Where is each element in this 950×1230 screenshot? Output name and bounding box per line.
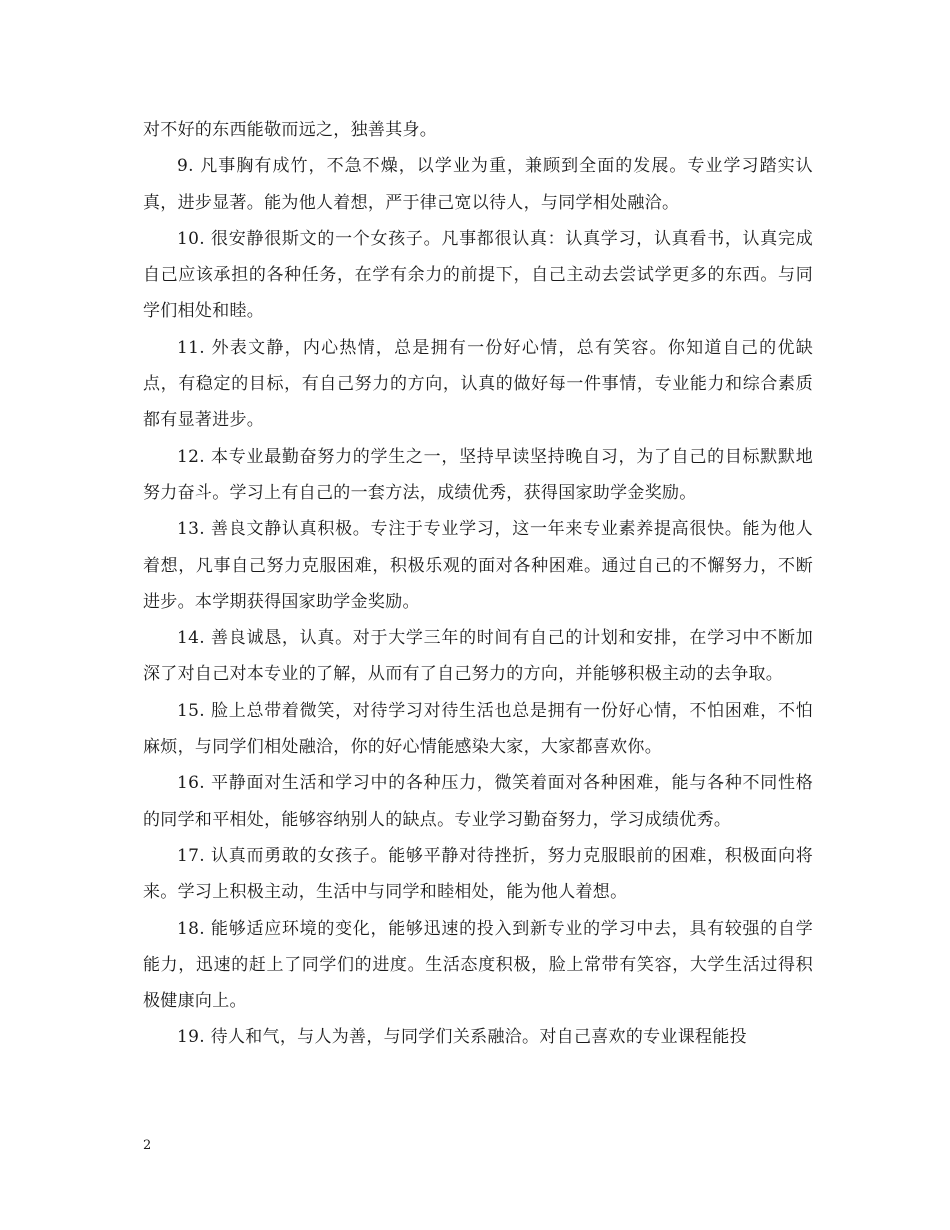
paragraph-item-16: 16. 平静面对生活和学习中的各种压力，微笑着面对各种困难，能与各种不同性格的同学和平相处，能够容纳别人的缺点。专业学习勤奋努力，学习成绩优秀。: [143, 773, 813, 830]
paragraph-item-18: 18. 能够适应环境的变化，能够迅速的投入到新专业的学习中去，具有较强的自学能力，迅速的赶上了同学们的进度。生活态度积极，脸上常带有笑容，大学生活过得积极健康向上。: [143, 918, 813, 1012]
paragraph-item-17: 17. 认真而勇敢的女孩子。能够平静对待挫折，努力克服眼前的困难，积极面向将来。学习上积极主动，生活中与同学和睦相处，能为他人着想。: [143, 845, 813, 903]
paragraph-item-19: 19. 待人和气，与人为善，与同学们关系融洽。对自己喜欢的专业课程能投: [177, 1027, 747, 1048]
paragraph-item-9: 9. 凡事胸有成竹，不急不燥，以学业为重，兼顾到全面的发展。专业学习踏实认真，进步显著。能为他人着想，严于律己宽以待人，与同学相处融洽。: [143, 156, 813, 213]
page-number: 2: [143, 1138, 152, 1153]
paragraph-continuation: 对不好的东西能敬而远之，独善其身。: [143, 120, 438, 140]
paragraph-item-15: 15. 脸上总带着微笑，对待学习对待生活也总是拥有一份好心情，不怕困难，不怕麻烦，与同学们相处融洽，你的好心情能感染大家，大家都喜欢你。: [143, 700, 813, 758]
paragraph-item-14: 14. 善良诚恳，认真。对于大学三年的时间有自己的计划和安排，在学习中不断加深了对自己对本专业的了解，从而有了自己努力的方向，并能够积极主动的去争取。: [143, 628, 813, 685]
paragraph-item-10: 10. 很安静很斯文的一个女孩子。凡事都很认真：认真学习，认真看书，认真完成自己应该承担的各种任务，在学有余力的前提下，自己主动去尝试学更多的东西。与同学们相处和睦。: [143, 228, 813, 322]
paragraph-item-12: 12. 本专业最勤奋努力的学生之一，坚持早读坚持晚自习，为了自己的目标默默地努力奋斗。学习上有自己的一套方法，成绩优秀，获得国家助学金奖励。: [143, 446, 813, 503]
paragraph-item-13: 13. 善良文静认真积极。专注于专业学习，这一年来专业素养提高很快。能为他人着想，凡事自己努力克服困难，积极乐观的面对各种困难。通过自己的不懈努力，不断进步。本学期获得国家助学金奖励。: [143, 519, 813, 612]
document-body: [143, 112, 813, 1056]
paragraph-item-11: 11. 外表文静，内心热情，总是拥有一份好心情，总有笑容。你知道自己的优缺点，有稳定的目标，有自己努力的方向，认真的做好每一件事情，专业能力和综合素质都有显著进步。: [143, 337, 813, 431]
